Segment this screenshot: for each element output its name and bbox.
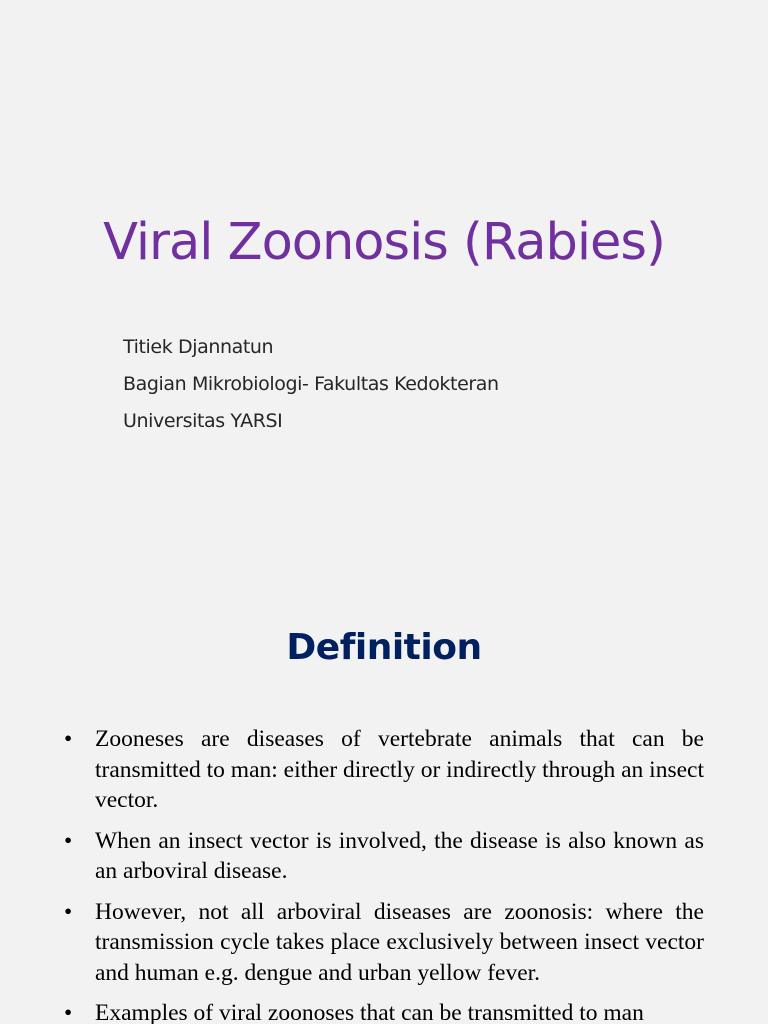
- bullet-item: [64, 998, 704, 1024]
- definition-heading: Definition: [286, 627, 482, 668]
- bullet-item: [64, 897, 704, 989]
- bullet-dot-icon: •: [64, 898, 73, 925]
- definition-bullet-list: [64, 724, 704, 1024]
- presentation-title: Viral Zoonosis (Rabies): [103, 213, 665, 272]
- bullet-text: However, not all arboviral diseases are zoonosis: where the transmission cycle takes place exclusively between insect vector and human e.g. dengue and urban yellow fever.: [95, 898, 704, 986]
- definition-slide: [0, 576, 768, 1024]
- bullet-item: [64, 826, 704, 887]
- author-department: Bagian Mikrobiologi- Fakultas Kedokteran: [123, 373, 499, 395]
- author-name: Titiek Djannatun: [123, 336, 274, 358]
- bullet-item: [64, 724, 704, 816]
- bullet-text: Zooneses are diseases of vertebrate animals that can be transmitted to man: either directly or indirectly through an insect vector.: [95, 726, 704, 813]
- author-university: Universitas YARSI: [123, 410, 283, 432]
- author-block: [123, 329, 499, 440]
- bullet-text: Examples of viral zoonoses that can be transmitted to man: [95, 1000, 644, 1024]
- bullet-dot-icon: •: [64, 827, 73, 854]
- bullet-dot-icon: •: [64, 726, 73, 752]
- bullet-dot-icon: •: [64, 1000, 73, 1024]
- bullet-text: When an insect vector is involved, the disease is also known as an arboviral disease.: [95, 827, 704, 884]
